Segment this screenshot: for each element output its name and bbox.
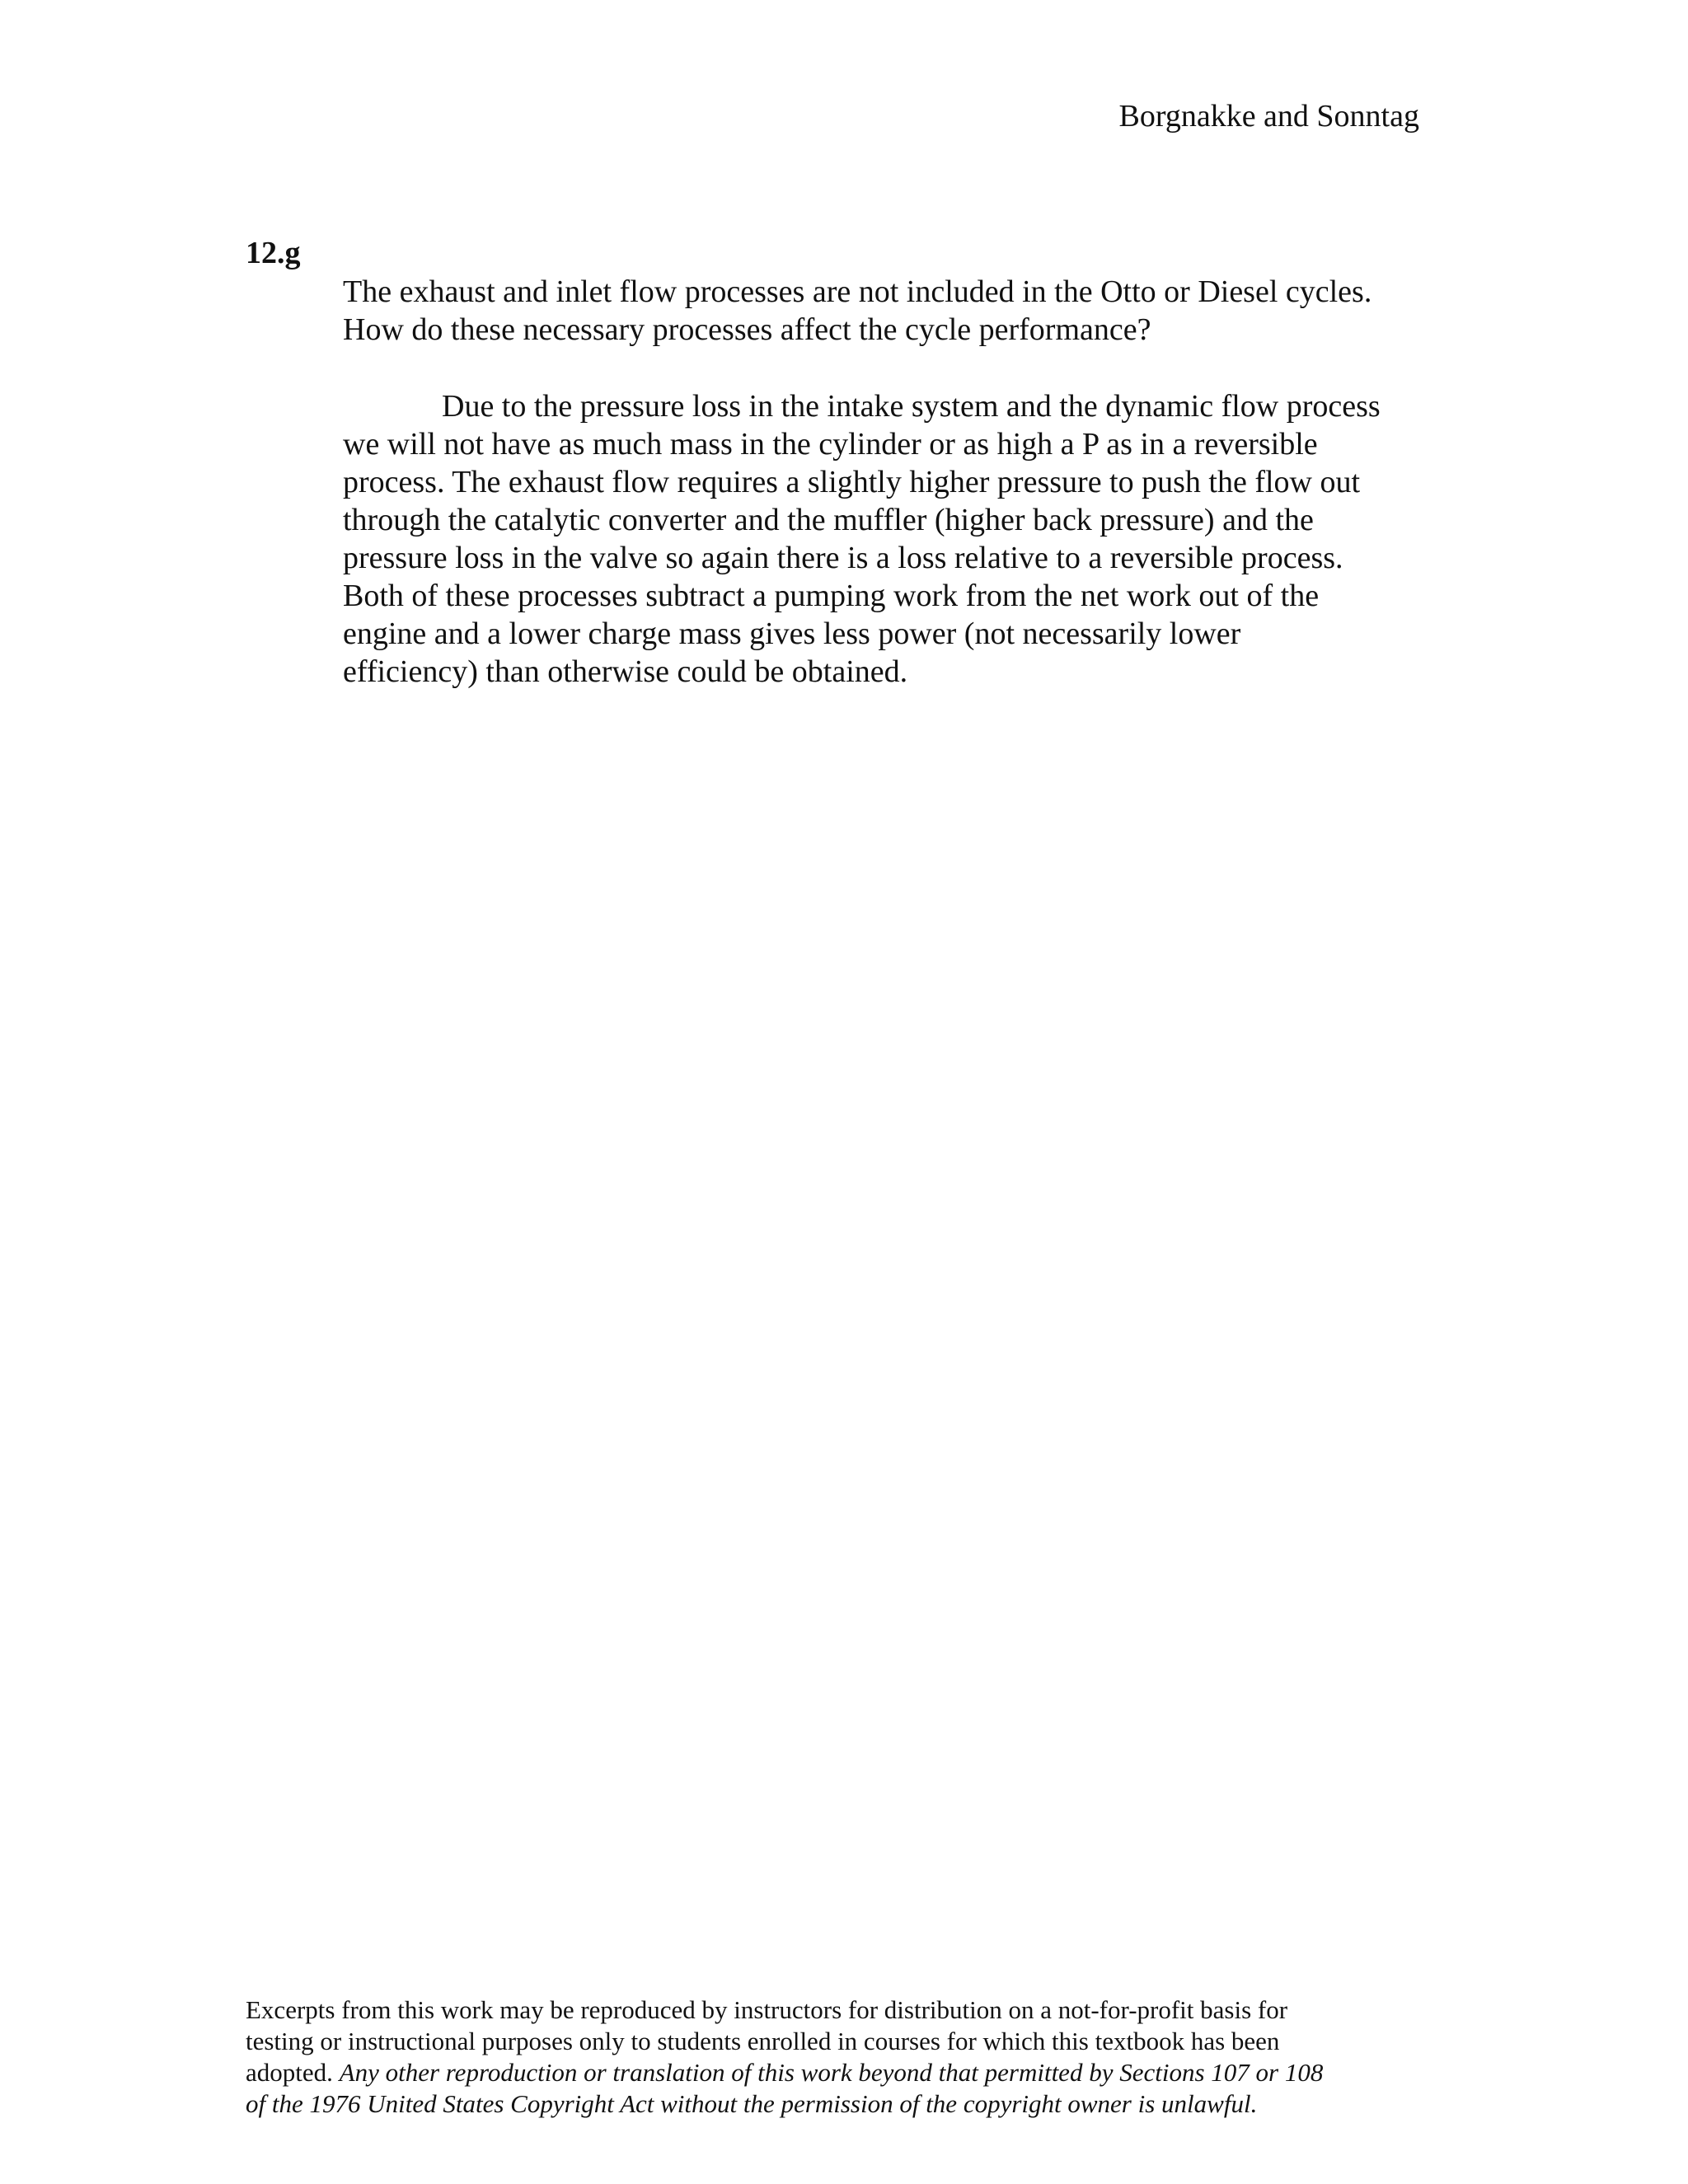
answer-line: we will not have as much mass in the cylinder or as high a P as in a reversible [343, 427, 1318, 462]
footer-line: testing or instructional purposes only to students enrolled in courses for which this textbook has been [246, 2027, 1280, 2055]
footer-regular-text: adopted. [246, 2058, 340, 2087]
problem-number: 12.g [246, 236, 301, 270]
answer-line: Due to the pressure loss in the intake system and the dynamic flow process [442, 389, 1381, 424]
question-line: How do these necessary processes affect the cycle performance? [343, 312, 1151, 347]
answer-line: through the catalytic converter and the muffler (higher back pressure) and the [343, 503, 1314, 537]
footer-line: Excerpts from this work may be reproduced by instructors for distribution on a not-for-profit basis for [246, 1995, 1288, 2024]
answer-line: engine and a lower charge mass gives less power (not necessarily lower [343, 616, 1241, 651]
footer-line [246, 2057, 1432, 2088]
question-line: The exhaust and inlet flow processes are not included in the Otto or Diesel cycles. [343, 274, 1372, 309]
copyright-footer [246, 1994, 1432, 2120]
footer-italic-text: Any other reproduction or translation of this work beyond that permitted by Sections 107 or 108 [339, 2058, 1324, 2087]
footer-italic-text: of the 1976 United States Copyright Act without the permission of the copyright owner is unlawful. [246, 2089, 1258, 2118]
answer-paragraph [343, 387, 1431, 691]
footer-line [246, 2088, 1432, 2120]
answer-line: process. The exhaust flow requires a slightly higher pressure to push the flow out [343, 465, 1361, 499]
header-author: Borgnakke and Sonntag [1118, 99, 1419, 134]
question-text [343, 273, 1431, 349]
answer-line: pressure loss in the valve so again there is a loss relative to a reversible process. [343, 541, 1343, 575]
answer-line: efficiency) than otherwise could be obtained. [343, 654, 908, 689]
answer-line: Both of these processes subtract a pumping work from the net work out of the [343, 579, 1320, 613]
